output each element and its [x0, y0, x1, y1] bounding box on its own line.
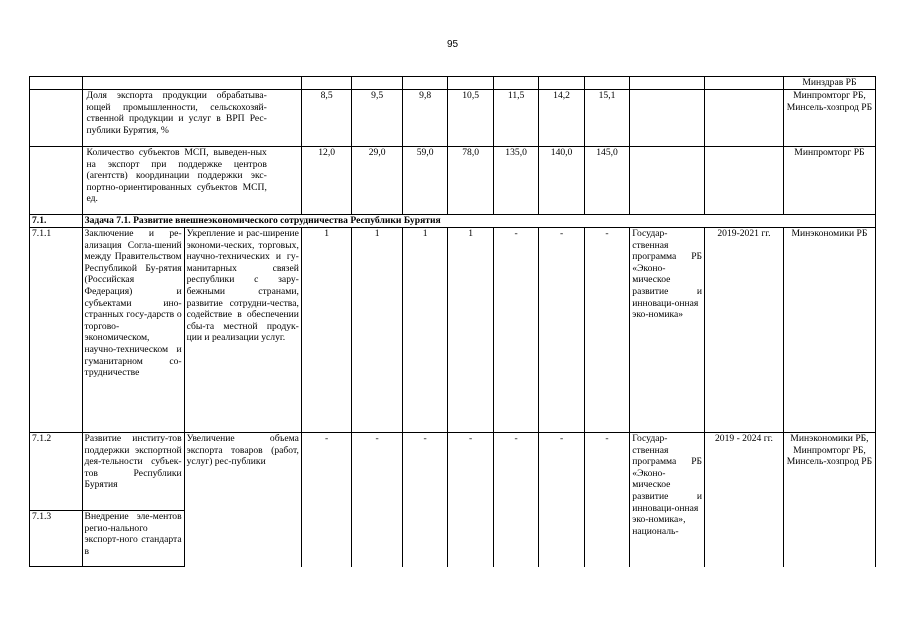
- value-cell: 11,5: [493, 90, 538, 147]
- value-cell: 1: [301, 228, 352, 433]
- table-row: [30, 433, 876, 511]
- indicator-name: Доля экспорта продукции обрабатыва-ющей промышленности, сельскохозяй-ственной продукции и услуг в ВРП Рес-публики Бурятия, %: [82, 90, 301, 147]
- section-number: 7.1.: [30, 215, 83, 228]
- value-cell: 12,0: [301, 147, 352, 215]
- page-number: 95: [446, 39, 459, 50]
- value-cell: -: [448, 433, 493, 567]
- value-cell: 59,0: [402, 147, 447, 215]
- value-cell: 29,0: [352, 147, 403, 215]
- value-cell: 9,5: [352, 90, 403, 147]
- value-cell: 1: [402, 228, 447, 433]
- table-row: [30, 147, 876, 215]
- value-cell: 9,8: [402, 90, 447, 147]
- item-number: 7.1.2: [30, 433, 83, 511]
- value-cell: -: [584, 433, 629, 567]
- value-cell: 10,5: [448, 90, 493, 147]
- event-name: Заключение и ре-ализация Согла-шений между Правительством Республикой Бу-рятия (Российская Федерация) и субъектами ино-странных госу-дарств о торгово-экономическом, научно-техническом и гуманитарном со-трудничестве: [82, 228, 184, 433]
- value-cell: -: [493, 433, 538, 567]
- responsible-cell: Минэкономики РБ: [783, 228, 875, 433]
- measures-table: [29, 76, 876, 567]
- value-cell: -: [539, 228, 584, 433]
- value-cell: 78,0: [448, 147, 493, 215]
- responsible-cell: Минпромторг РБ, Минсель-хозпрод РБ: [783, 90, 875, 147]
- value-cell: 1: [448, 228, 493, 433]
- event-name: Внедрение эле-ментов регио-нального экспорт-ного стандарта в: [82, 511, 184, 567]
- value-cell: -: [352, 433, 403, 567]
- period-cell: 2019 - 2024 гг.: [705, 433, 784, 567]
- event-name: Развитие институ-тов поддержки экспортной дея-тельности субъек-тов Республики Бурятия: [82, 433, 184, 511]
- value-cell: -: [402, 433, 447, 567]
- value-cell: -: [301, 433, 352, 567]
- responsible-cell: Минэкономики РБ, Минпромторг РБ, Минсель-хозпрод РБ: [783, 433, 875, 567]
- responsible-cell: Минздрав РБ: [783, 77, 875, 90]
- period-cell: 2019-2021 гг.: [705, 228, 784, 433]
- value-cell: -: [584, 228, 629, 433]
- value-cell: 14,2: [539, 90, 584, 147]
- section-row: [30, 215, 876, 228]
- value-cell: 15,1: [584, 90, 629, 147]
- section-title: Задача 7.1. Развитие внешнеэкономического сотрудничества Республики Бурятия: [82, 215, 875, 228]
- table-row: [30, 228, 876, 433]
- item-number: 7.1.1: [30, 228, 83, 433]
- program-cell: Государ-ственная программа РБ «Эконо-мическое развитие и инноваци-онная эко-номика», националь-: [630, 433, 705, 567]
- value-cell: 8,5: [301, 90, 352, 147]
- value-cell: -: [493, 228, 538, 433]
- value-cell: -: [539, 433, 584, 567]
- expected-result: Увеличение объема экспорта товаров (работ, услуг) рес-публики: [184, 433, 301, 567]
- expected-result: Укрепление и рас-ширение экономи-ческих, торговых, научно-технических и гу-манитарных связей республики с зару-бежными странами, развитие сотрудни-чества, содействие в обеспечении сбы-та местной продук-ции и реализации услуг.: [184, 228, 301, 433]
- program-cell: Государ-ственная программа РБ «Эконо-мическое развитие и инноваци-онная эко-номика»: [630, 228, 705, 433]
- value-cell: 135,0: [493, 147, 538, 215]
- responsible-cell: Минпромторг РБ: [783, 147, 875, 215]
- table-row: [30, 77, 876, 90]
- value-cell: 145,0: [584, 147, 629, 215]
- value-cell: 140,0: [539, 147, 584, 215]
- item-number: 7.1.3: [30, 511, 83, 567]
- value-cell: 1: [352, 228, 403, 433]
- table-row: [30, 90, 876, 147]
- indicator-name: Количество субъектов МСП, выведен-ных на экспорт при поддержке центров (агентств) координации поддержки экс-портно-ориентированных субъектов МСП, ед.: [82, 147, 301, 215]
